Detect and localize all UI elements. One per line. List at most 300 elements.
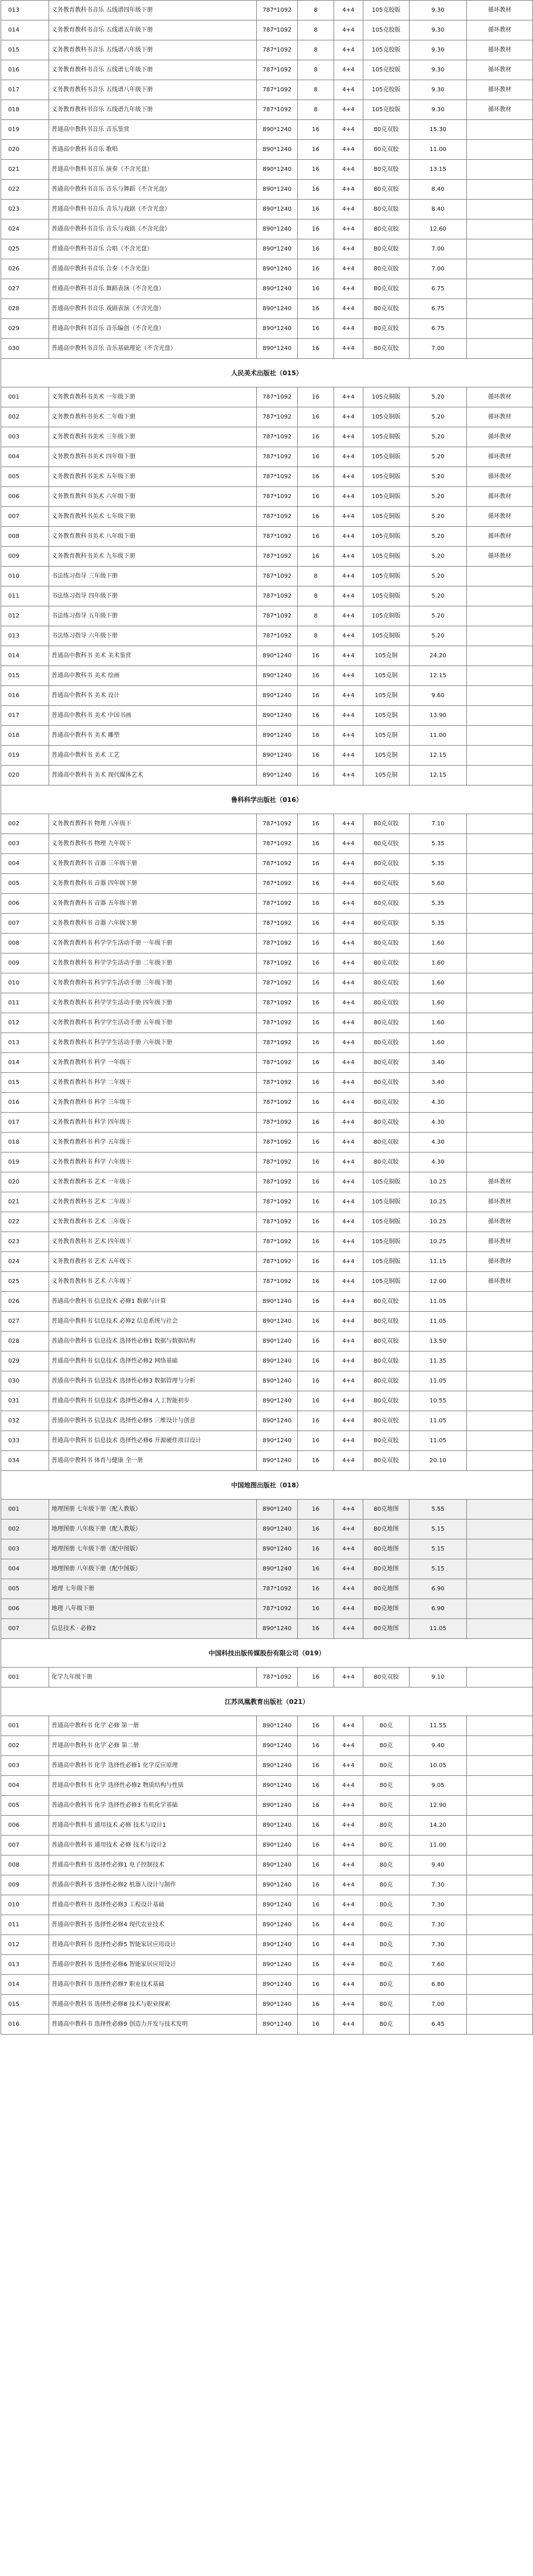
table-row [1, 874, 533, 894]
book-title: 义务教育教科书 科学学生活动手册 二年级下册 [49, 953, 257, 973]
book-title: 书法练习指导 六年级下册 [49, 626, 257, 646]
table-row [1, 339, 533, 359]
remark [467, 1816, 533, 1836]
book-number: 011 [1, 993, 49, 1013]
book-title: 普通高中教科书音乐 音乐与戏剧（不含光盘） [49, 200, 257, 219]
book-number: 001 [1, 1500, 49, 1519]
remark [467, 319, 533, 339]
unit-price: 10.25 [410, 1212, 467, 1232]
book-number: 005 [1, 874, 49, 894]
remark [467, 1855, 533, 1875]
printing-colors: 4+4 [334, 1033, 363, 1053]
page-size: 16 [298, 1915, 334, 1935]
remark [467, 1935, 533, 1955]
book-number: 023 [1, 1232, 49, 1252]
table-row [1, 746, 533, 766]
paper-type: 105克铜 [363, 726, 410, 746]
printing-colors: 4+4 [334, 706, 363, 726]
paper-type: 80克双胶 [363, 279, 410, 299]
paper-type: 80克双胶 [363, 973, 410, 993]
printing-colors: 4+4 [334, 1975, 363, 1995]
page-size: 16 [298, 834, 334, 854]
paper-type: 80克双胶 [363, 120, 410, 140]
paper-format: 787*1092 [257, 467, 298, 487]
paper-format: 787*1092 [257, 547, 298, 567]
table-row [1, 1411, 533, 1431]
page-size: 16 [298, 160, 334, 180]
paper-type: 80克 [363, 1895, 410, 1915]
page-size: 16 [298, 1391, 334, 1411]
table-body [1, 1, 533, 2035]
paper-type: 105克胶版 [363, 60, 410, 80]
book-title: 普通高中教科书音乐 音乐鉴赏 [49, 120, 257, 140]
book-title: 普通高中教科书音乐 合奏（不含光盘） [49, 259, 257, 279]
book-number: 004 [1, 854, 49, 874]
remark [467, 1013, 533, 1033]
remark [467, 1093, 533, 1113]
paper-type: 80克双胶 [363, 1352, 410, 1371]
book-title: 普通高中教科书 选择性必修8 技术与职业探索 [49, 1995, 257, 2015]
table-row [1, 1033, 533, 1053]
book-number: 028 [1, 299, 49, 319]
paper-type: 105克铜 [363, 666, 410, 686]
paper-format: 787*1092 [257, 894, 298, 914]
table-row [1, 20, 533, 40]
book-title: 义务教育教科书 艺术 二年级下 [49, 1192, 257, 1212]
paper-type: 105克铜版 [363, 527, 410, 547]
remark [467, 1451, 533, 1471]
page-size: 8 [298, 100, 334, 120]
remark [467, 1975, 533, 1995]
printing-colors: 4+4 [334, 973, 363, 993]
page-size: 16 [298, 1776, 334, 1796]
paper-format: 890*1240 [257, 1332, 298, 1352]
page-size: 16 [298, 1212, 334, 1232]
page-size: 16 [298, 467, 334, 487]
table-row [1, 1192, 533, 1212]
page-size: 16 [298, 1332, 334, 1352]
remark [467, 1431, 533, 1451]
printing-colors: 4+4 [334, 1935, 363, 1955]
paper-format: 890*1240 [257, 1411, 298, 1431]
paper-format: 890*1240 [257, 1292, 298, 1312]
table-row [1, 854, 533, 874]
book-title: 义务教育教科书 艺术 三年级下 [49, 1212, 257, 1232]
printing-colors: 4+4 [334, 487, 363, 507]
page-size: 16 [298, 387, 334, 407]
page-size: 16 [298, 1579, 334, 1599]
paper-type: 105克铜 [363, 746, 410, 766]
printing-colors: 4+4 [334, 1855, 363, 1875]
book-title: 普通高中教科书音乐 音乐与戏剧（不含光盘） [49, 219, 257, 239]
book-title: 义务教育教科书美术 八年级下册 [49, 527, 257, 547]
book-title: 普通高中教科书 选择性必修6 智能家居应用设计 [49, 1955, 257, 1975]
book-title: 普通高中教科书 化学 选择性必修1 化学反应原理 [49, 1756, 257, 1776]
page-size: 16 [298, 279, 334, 299]
book-number: 002 [1, 814, 49, 834]
remark: 循环教材 [467, 60, 533, 80]
page-size: 16 [298, 1152, 334, 1172]
book-number: 009 [1, 953, 49, 973]
paper-type: 105克胶版 [363, 100, 410, 120]
remark [467, 1776, 533, 1796]
remark: 循环教材 [467, 20, 533, 40]
printing-colors: 4+4 [334, 1013, 363, 1033]
paper-format: 890*1240 [257, 219, 298, 239]
remark [467, 180, 533, 200]
remark: 循环教材 [467, 1, 533, 20]
page-size: 16 [298, 646, 334, 666]
book-title: 普通高中教科书 信息技术 选择性必修3 数据管理与分析 [49, 1371, 257, 1391]
book-number: 029 [1, 1352, 49, 1371]
book-title: 义务教育教科书 艺术 五年级下 [49, 1252, 257, 1272]
paper-type: 80克双胶 [363, 1013, 410, 1033]
table-row [1, 1133, 533, 1152]
book-number: 007 [1, 914, 49, 934]
printing-colors: 4+4 [334, 1895, 363, 1915]
remark [467, 914, 533, 934]
paper-type: 105克铜版 [363, 1212, 410, 1232]
printing-colors: 4+4 [334, 60, 363, 80]
table-row [1, 319, 533, 339]
remark [467, 973, 533, 993]
book-number: 016 [1, 686, 49, 706]
unit-price: 7.00 [410, 259, 467, 279]
book-number: 015 [1, 666, 49, 686]
paper-format: 890*1240 [257, 279, 298, 299]
paper-format: 787*1092 [257, 914, 298, 934]
paper-type: 105克铜 [363, 766, 410, 786]
unit-price: 9.60 [410, 686, 467, 706]
paper-type: 80克 [363, 1855, 410, 1875]
book-number: 020 [1, 140, 49, 160]
paper-format: 787*1092 [257, 1272, 298, 1292]
table-row [1, 1252, 533, 1272]
remark: 循环教材 [467, 487, 533, 507]
book-number: 020 [1, 1172, 49, 1192]
book-title: 普通高中教科书 选择性必修9 创造力开发与技术发明 [49, 2015, 257, 2035]
book-number: 002 [1, 1736, 49, 1756]
paper-format: 890*1240 [257, 1539, 298, 1559]
book-number: 031 [1, 1391, 49, 1411]
page-size: 16 [298, 1352, 334, 1371]
remark: 循环教材 [467, 1172, 533, 1192]
book-number: 013 [1, 1, 49, 20]
unit-price: 11.05 [410, 1371, 467, 1391]
unit-price: 5.20 [410, 527, 467, 547]
page-size: 16 [298, 1411, 334, 1431]
page-size: 16 [298, 1053, 334, 1073]
table-row [1, 1816, 533, 1836]
book-title: 普通高中教科书 信息技术 选择性必修5 三维设计与创意 [49, 1411, 257, 1431]
book-number: 022 [1, 180, 49, 200]
book-number: 021 [1, 160, 49, 180]
book-title: 普通高中教科书 化学 选择性必修3 有机化学基础 [49, 1796, 257, 1816]
unit-price: 4.30 [410, 1152, 467, 1172]
book-title: 义务教育教科书 科学 一年级下 [49, 1053, 257, 1073]
unit-price: 11.00 [410, 726, 467, 746]
book-number: 023 [1, 200, 49, 219]
paper-format: 890*1240 [257, 339, 298, 359]
unit-price: 6.80 [410, 1975, 467, 1995]
page-size: 16 [298, 1796, 334, 1816]
table-row [1, 219, 533, 239]
paper-format: 787*1092 [257, 1152, 298, 1172]
printing-colors: 4+4 [334, 1599, 363, 1619]
paper-type: 105克铜版 [363, 586, 410, 606]
remark [467, 1073, 533, 1093]
book-title: 化学九年级下册 [49, 1668, 257, 1687]
paper-format: 890*1240 [257, 706, 298, 726]
table-row [1, 407, 533, 427]
remark [467, 814, 533, 834]
unit-price: 12.15 [410, 746, 467, 766]
unit-price: 5.20 [410, 567, 467, 586]
paper-type: 105克铜版 [363, 427, 410, 447]
unit-price: 5.20 [410, 606, 467, 626]
page-size: 16 [298, 239, 334, 259]
paper-format: 787*1092 [257, 100, 298, 120]
book-number: 016 [1, 60, 49, 80]
page-size: 16 [298, 973, 334, 993]
page-size: 16 [298, 934, 334, 953]
printing-colors: 4+4 [334, 894, 363, 914]
unit-price: 5.20 [410, 507, 467, 527]
page-size: 16 [298, 1716, 334, 1736]
unit-price: 5.35 [410, 854, 467, 874]
book-title: 普通高中教科书 选择性必修3 工程设计基础 [49, 1895, 257, 1915]
paper-format: 890*1240 [257, 646, 298, 666]
paper-format: 890*1240 [257, 1796, 298, 1816]
printing-colors: 4+4 [334, 854, 363, 874]
paper-format: 787*1092 [257, 1093, 298, 1113]
unit-price: 7.60 [410, 1955, 467, 1975]
remark [467, 1033, 533, 1053]
printing-colors: 4+4 [334, 1093, 363, 1113]
paper-format: 787*1092 [257, 854, 298, 874]
unit-price: 5.20 [410, 586, 467, 606]
paper-format: 787*1092 [257, 1013, 298, 1033]
book-number: 009 [1, 547, 49, 567]
page-size: 16 [298, 914, 334, 934]
paper-type: 105克胶版 [363, 1, 410, 20]
paper-type: 80克双胶 [363, 219, 410, 239]
printing-colors: 4+4 [334, 1736, 363, 1756]
book-title: 地理图册 七年级下册（配中图版） [49, 1539, 257, 1559]
paper-format: 787*1092 [257, 1212, 298, 1232]
paper-type: 80克双胶 [363, 1053, 410, 1073]
paper-type: 80克双胶 [363, 1451, 410, 1471]
book-title: 地理 八年级下册 [49, 1599, 257, 1619]
remark: 循环教材 [467, 447, 533, 467]
table-row [1, 834, 533, 854]
page-size: 16 [298, 120, 334, 140]
paper-format: 890*1240 [257, 259, 298, 279]
unit-price: 10.25 [410, 1172, 467, 1192]
table-row [1, 686, 533, 706]
page-size: 16 [298, 1371, 334, 1391]
unit-price: 11.15 [410, 1252, 467, 1272]
unit-price: 12.15 [410, 766, 467, 786]
paper-type: 80克双胶 [363, 160, 410, 180]
page-size: 16 [298, 1431, 334, 1451]
page-size: 16 [298, 1113, 334, 1133]
book-title: 普通高中教科书音乐 音乐与舞蹈（不含光盘） [49, 180, 257, 200]
table-row [1, 993, 533, 1013]
page-size: 16 [298, 1500, 334, 1519]
printing-colors: 4+4 [334, 666, 363, 686]
remark [467, 1915, 533, 1935]
page-size: 16 [298, 1855, 334, 1875]
printing-colors: 4+4 [334, 934, 363, 953]
paper-format: 890*1240 [257, 1816, 298, 1836]
table-row [1, 1855, 533, 1875]
unit-price: 10.05 [410, 1756, 467, 1776]
remark: 循环教材 [467, 407, 533, 427]
remark [467, 2015, 533, 2035]
printing-colors: 4+4 [334, 1995, 363, 2015]
book-number: 027 [1, 1312, 49, 1332]
paper-type: 80克双胶 [363, 1033, 410, 1053]
printing-colors: 4+4 [334, 319, 363, 339]
unit-price: 10.55 [410, 1391, 467, 1411]
table-row [1, 1668, 533, 1687]
page-size: 16 [298, 547, 334, 567]
page-size: 16 [298, 1736, 334, 1756]
book-title: 地理 七年级下册 [49, 1579, 257, 1599]
paper-format: 890*1240 [257, 1500, 298, 1519]
paper-type: 80克 [363, 1975, 410, 1995]
page-size: 16 [298, 993, 334, 1013]
textbook-table [1, 0, 533, 2035]
paper-format: 890*1240 [257, 1619, 298, 1639]
table-row [1, 567, 533, 586]
page-size: 16 [298, 894, 334, 914]
paper-format: 787*1092 [257, 80, 298, 100]
book-number: 024 [1, 1252, 49, 1272]
table-row [1, 299, 533, 319]
page-size: 16 [298, 1619, 334, 1639]
remark [467, 1895, 533, 1915]
unit-price: 7.00 [410, 239, 467, 259]
book-title: 义务教育教科书 科学 四年级下 [49, 1113, 257, 1133]
table-row [1, 387, 533, 407]
printing-colors: 4+4 [334, 160, 363, 180]
remark [467, 646, 533, 666]
remark: 循环教材 [467, 547, 533, 567]
paper-type: 80克 [363, 1756, 410, 1776]
printing-colors: 4+4 [334, 1332, 363, 1352]
paper-type: 105克铜版 [363, 626, 410, 646]
book-title: 地理图册 八年级下册（配人教版） [49, 1519, 257, 1539]
paper-format: 890*1240 [257, 686, 298, 706]
book-title: 普通高中教科书 信息技术 选择性必修1 数据与数据结构 [49, 1332, 257, 1352]
page-size: 16 [298, 259, 334, 279]
table-row [1, 1391, 533, 1411]
table-row [1, 646, 533, 666]
printing-colors: 4+4 [334, 427, 363, 447]
unit-price: 5.55 [410, 1500, 467, 1519]
book-title: 义务教育教科书美术 二年级下册 [49, 407, 257, 427]
paper-format: 787*1092 [257, 934, 298, 953]
remark [467, 1292, 533, 1312]
paper-type: 105克铜版 [363, 467, 410, 487]
unit-price: 1.60 [410, 953, 467, 973]
remark [467, 1539, 533, 1559]
paper-type: 80克 [363, 1935, 410, 1955]
unit-price: 11.00 [410, 140, 467, 160]
remark [467, 854, 533, 874]
book-number: 013 [1, 1033, 49, 1053]
page-size: 16 [298, 1272, 334, 1292]
publisher-section-header [1, 1471, 533, 1500]
unit-price: 1.60 [410, 934, 467, 953]
paper-format: 787*1092 [257, 834, 298, 854]
page-size: 16 [298, 1836, 334, 1855]
printing-colors: 4+4 [334, 1668, 363, 1687]
unit-price: 5.35 [410, 914, 467, 934]
paper-type: 105克胶版 [363, 40, 410, 60]
paper-type: 80克双胶 [363, 299, 410, 319]
unit-price: 1.60 [410, 973, 467, 993]
book-number: 003 [1, 1539, 49, 1559]
table-row [1, 1013, 533, 1033]
book-number: 009 [1, 1875, 49, 1895]
book-number: 010 [1, 973, 49, 993]
printing-colors: 4+4 [334, 1519, 363, 1539]
publisher-section-header [1, 1639, 533, 1668]
paper-type: 80克 [363, 1955, 410, 1975]
paper-format: 890*1240 [257, 180, 298, 200]
book-number: 026 [1, 259, 49, 279]
book-title: 义务教育教科书 物理 八年级下 [49, 814, 257, 834]
paper-type: 80克双胶 [363, 1371, 410, 1391]
table-row [1, 1352, 533, 1371]
remark: 循环教材 [467, 527, 533, 547]
book-number: 017 [1, 1113, 49, 1133]
book-title: 普通高中教科书 信息技术 必修2 信息系统与社会 [49, 1312, 257, 1332]
paper-format: 787*1092 [257, 1113, 298, 1133]
unit-price: 6.75 [410, 279, 467, 299]
paper-format: 890*1240 [257, 1391, 298, 1411]
remark [467, 160, 533, 180]
printing-colors: 4+4 [334, 279, 363, 299]
book-number: 011 [1, 1915, 49, 1935]
unit-price: 5.20 [410, 487, 467, 507]
page-size: 16 [298, 1599, 334, 1619]
remark [467, 1619, 533, 1639]
printing-colors: 4+4 [334, 1113, 363, 1133]
unit-price: 1.60 [410, 993, 467, 1013]
paper-format: 890*1240 [257, 299, 298, 319]
book-title: 书法练习指导 五年级下册 [49, 606, 257, 626]
book-number: 005 [1, 1579, 49, 1599]
table-row [1, 1093, 533, 1113]
paper-format: 890*1240 [257, 1875, 298, 1895]
printing-colors: 4+4 [334, 1756, 363, 1776]
book-title: 普通高中教科书 美术 现代媒体艺术 [49, 766, 257, 786]
unit-price: 5.20 [410, 407, 467, 427]
book-title: 义务教育教科书 科学 二年级下 [49, 1073, 257, 1093]
printing-colors: 4+4 [334, 2015, 363, 2035]
unit-price: 20.10 [410, 1451, 467, 1471]
paper-type: 80克 [363, 1836, 410, 1855]
unit-price: 11.05 [410, 1431, 467, 1451]
paper-type: 80克地图 [363, 1599, 410, 1619]
table-row [1, 894, 533, 914]
page-size: 16 [298, 854, 334, 874]
remark [467, 1736, 533, 1756]
